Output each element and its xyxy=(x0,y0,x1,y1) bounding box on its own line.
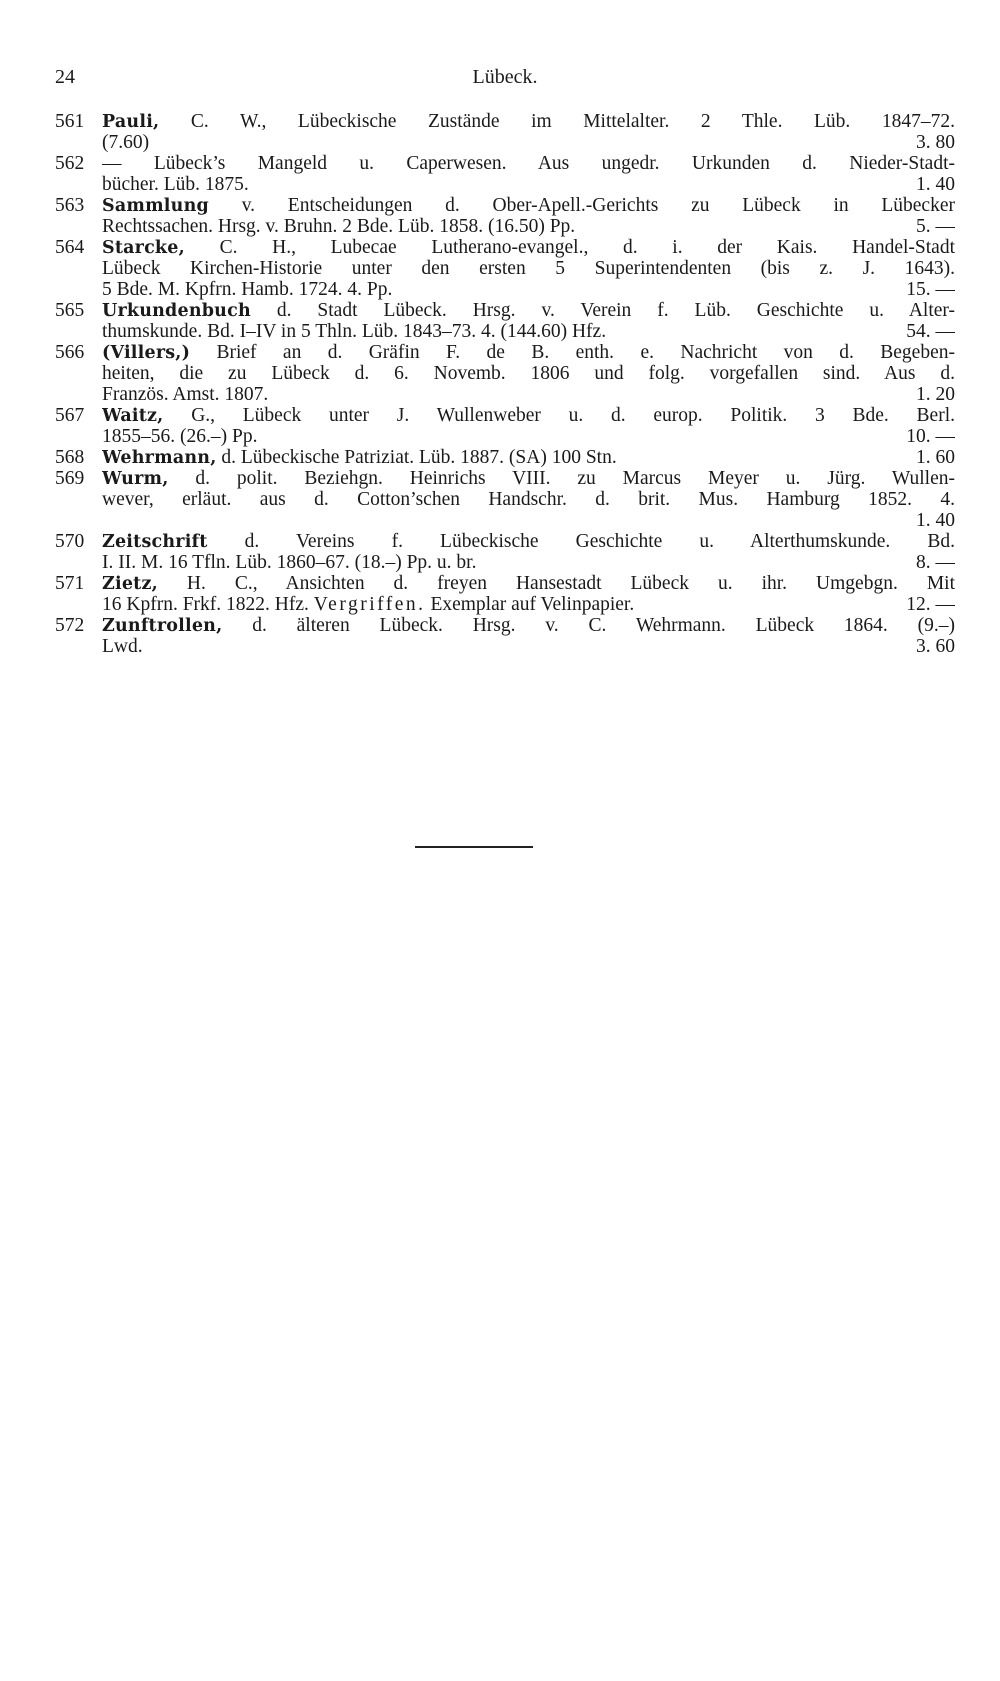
entry-price: 15. — xyxy=(906,279,955,300)
catalog-entry xyxy=(55,342,955,405)
entry-line xyxy=(102,531,955,552)
entry-number: 569 xyxy=(55,468,85,489)
entry-price: 12. — xyxy=(906,594,955,615)
entry-price: 1. 60 xyxy=(916,447,955,468)
entry-author: Waitz, xyxy=(102,406,164,426)
line-text xyxy=(102,321,606,342)
entry-author: Wurm, xyxy=(102,469,169,489)
page-header xyxy=(55,66,955,96)
entry-number: 565 xyxy=(55,300,85,321)
entry-description: 16 Kpfrn. Frkf. 1822. Hfz. xyxy=(102,594,309,615)
entry-line xyxy=(102,426,955,447)
entry-body xyxy=(102,405,955,447)
entry-price: 3. 60 xyxy=(916,636,955,657)
entry-price: 5. — xyxy=(916,216,955,237)
line-text xyxy=(102,489,955,510)
entry-body xyxy=(102,153,955,195)
entry-description: 1855–56. (26.–) Pp. xyxy=(102,426,258,447)
entry-line xyxy=(102,342,955,363)
entry-description: heiten, die zu Lübeck d. 6. Novemb. 1806 und folg. vorgefallen sind. Aus d. xyxy=(102,363,955,384)
entry-description: d. polit. Beziehgn. Heinrichs VIII. zu Marcus Meyer u. Jürg. Wullen- xyxy=(195,468,955,489)
entry-price: 3. 80 xyxy=(916,132,955,153)
entry-line xyxy=(102,384,955,405)
entry-description: I. II. M. 16 Tfln. Lüb. 1860–67. (18.–) Pp. u. br. xyxy=(102,552,477,573)
entry-line xyxy=(102,489,955,510)
line-text xyxy=(102,552,476,573)
entry-description: bücher. Lüb. 1875. xyxy=(102,174,249,195)
entry-description: d. älteren Lübeck. Hrsg. v. C. Wehrmann. Lübeck 1864. (9.–) xyxy=(252,615,955,636)
entry-number: 572 xyxy=(55,615,85,636)
entry-description: Rechtssachen. Hrsg. v. Bruhn. 2 Bde. Lüb. 1858. (16.50) Pp. xyxy=(102,216,576,237)
entry-body xyxy=(102,615,955,657)
entry-line xyxy=(102,279,955,300)
line-text xyxy=(102,573,955,594)
line-text xyxy=(102,594,634,615)
page-number: 24 xyxy=(55,66,75,88)
line-text xyxy=(102,447,617,468)
entry-description: H. C., Ansichten d. freyen Hansestadt Lübeck u. ihr. Umgebgn. Mit xyxy=(186,573,955,594)
line-text xyxy=(102,342,955,363)
catalog-entry xyxy=(55,531,955,573)
entry-body xyxy=(102,195,955,237)
entry-line xyxy=(102,594,955,615)
entry-body xyxy=(102,447,955,468)
line-text xyxy=(102,279,392,300)
entry-number: 567 xyxy=(55,405,85,426)
entry-body xyxy=(102,237,955,300)
entry-number: 562 xyxy=(55,153,85,174)
catalog-entry xyxy=(55,615,955,657)
catalog-entry xyxy=(55,405,955,447)
line-text xyxy=(102,237,955,258)
entry-author: (Villers,) xyxy=(102,343,191,363)
entry-description: Brief an d. Gräfin F. de B. enth. e. Nachricht von d. Begeben- xyxy=(216,342,955,363)
entry-price: 54. — xyxy=(906,321,955,342)
entry-author: Zeitschrift xyxy=(102,532,208,552)
entry-line xyxy=(102,153,955,174)
line-text xyxy=(102,174,249,195)
line-text xyxy=(102,363,955,384)
entry-description: Französ. Amst. 1807. xyxy=(102,384,269,405)
entry-author: Zunftrollen, xyxy=(102,616,223,636)
entry-number: 564 xyxy=(55,237,85,258)
entry-line xyxy=(102,174,955,195)
entry-description: C. W., Lübeckische Zustände im Mittelalter. 2 Thle. Lüb. 1847–72. xyxy=(190,111,955,132)
entry-description: G., Lübeck unter J. Wullenweber u. d. europ. Politik. 3 Bde. Berl. xyxy=(191,405,955,426)
catalog-entry xyxy=(55,300,955,342)
entry-price: 10. — xyxy=(906,426,955,447)
line-text xyxy=(102,405,955,426)
entry-description: d. Lübeckische Patriziat. Lüb. 1887. (SA) 100 Stn. xyxy=(221,447,617,468)
entry-description: — Lübeck’s Mangeld u. Caperwesen. Aus ungedr. Urkunden d. Nieder-Stadt- xyxy=(102,153,955,174)
entry-description: Lübeck Kirchen-Historie unter den ersten 5 Superintendenten (bis z. J. 1643). xyxy=(102,258,955,279)
entry-body xyxy=(102,531,955,573)
entry-body xyxy=(102,342,955,405)
entry-line xyxy=(102,615,955,636)
entry-price: 1. 40 xyxy=(916,510,955,531)
line-text xyxy=(102,468,955,489)
entry-author: Urkundenbuch xyxy=(102,301,251,321)
entry-body xyxy=(102,573,955,615)
entry-description: 5 Bde. M. Kpfrn. Hamb. 1724. 4. Pp. xyxy=(102,279,393,300)
catalog-entry xyxy=(55,195,955,237)
entry-number: 561 xyxy=(55,111,85,132)
entry-line xyxy=(102,258,955,279)
entry-number: 563 xyxy=(55,195,85,216)
entry-line xyxy=(102,573,955,594)
entry-description: d. Stadt Lübeck. Hrsg. v. Verein f. Lüb. Geschichte u. Alter- xyxy=(276,300,955,321)
line-text xyxy=(102,531,955,552)
entry-description: v. Entscheidungen d. Ober-Apell.-Gerichts zu Lübeck in Lübecker xyxy=(241,195,955,216)
entry-number: 571 xyxy=(55,573,85,594)
entry-line xyxy=(102,237,955,258)
entry-number: 570 xyxy=(55,531,85,552)
entry-description: Lwd. xyxy=(102,636,143,657)
entry-author: Zietz, xyxy=(102,574,158,594)
line-text xyxy=(102,216,575,237)
entry-number: 568 xyxy=(55,447,85,468)
entry-line xyxy=(102,216,955,237)
catalog-entry xyxy=(55,111,955,153)
entry-line xyxy=(102,405,955,426)
entry-description: d. Vereins f. Lübeckische Geschichte u. Alterthumskunde. Bd. xyxy=(244,531,955,552)
entry-body xyxy=(102,111,955,153)
catalog-entry xyxy=(55,237,955,300)
entry-line xyxy=(102,636,955,657)
line-text xyxy=(102,384,268,405)
entry-line xyxy=(102,510,955,531)
entry-line xyxy=(102,552,955,573)
catalog-entry xyxy=(55,468,955,531)
line-text xyxy=(102,300,955,321)
entry-line xyxy=(102,111,955,132)
catalog-entry xyxy=(55,573,955,615)
entry-note: Exemplar auf Velinpapier. xyxy=(430,594,635,615)
line-text xyxy=(102,258,955,279)
entry-price: 1. 20 xyxy=(916,384,955,405)
entry-line xyxy=(102,132,955,153)
entry-description: (7.60) xyxy=(102,132,150,153)
entry-note-spaced: Vergriffen. xyxy=(313,594,426,615)
line-text xyxy=(102,153,955,174)
entry-body xyxy=(102,468,955,531)
entry-line xyxy=(102,195,955,216)
entry-price: 1. 40 xyxy=(916,174,955,195)
entry-description: thumskunde. Bd. I–IV in 5 Thln. Lüb. 1843–73. 4. (144.60) Hfz. xyxy=(102,321,607,342)
running-title: Lübeck. xyxy=(472,66,538,88)
entry-line xyxy=(102,300,955,321)
entry-line xyxy=(102,468,955,489)
entry-line xyxy=(102,321,955,342)
entry-line xyxy=(102,363,955,384)
catalog-entry xyxy=(55,447,955,468)
entry-description: wever, erläut. aus d. Cotton’schen Handschr. d. brit. Mus. Hamburg 1852. 4. xyxy=(102,489,955,510)
entry-description: C. H., Lubecae Lutherano-evangel., d. i. der Kais. Handel-Stadt xyxy=(219,237,955,258)
entry-author: Starcke, xyxy=(102,238,185,258)
line-text xyxy=(102,636,143,657)
line-text xyxy=(102,615,955,636)
entry-price: 8. — xyxy=(916,552,955,573)
line-text xyxy=(102,132,149,153)
line-text xyxy=(102,111,955,132)
entry-author: Pauli, xyxy=(102,112,160,132)
line-text xyxy=(102,426,257,447)
entry-author: Sammlung xyxy=(102,196,209,216)
entry-author: Wehrmann, xyxy=(102,448,217,468)
line-text xyxy=(102,195,955,216)
entry-line xyxy=(102,447,955,468)
catalog-entries xyxy=(55,111,955,657)
entry-number: 566 xyxy=(55,342,85,363)
entry-body xyxy=(102,300,955,342)
catalog-entry xyxy=(55,153,955,195)
end-rule xyxy=(415,846,533,848)
